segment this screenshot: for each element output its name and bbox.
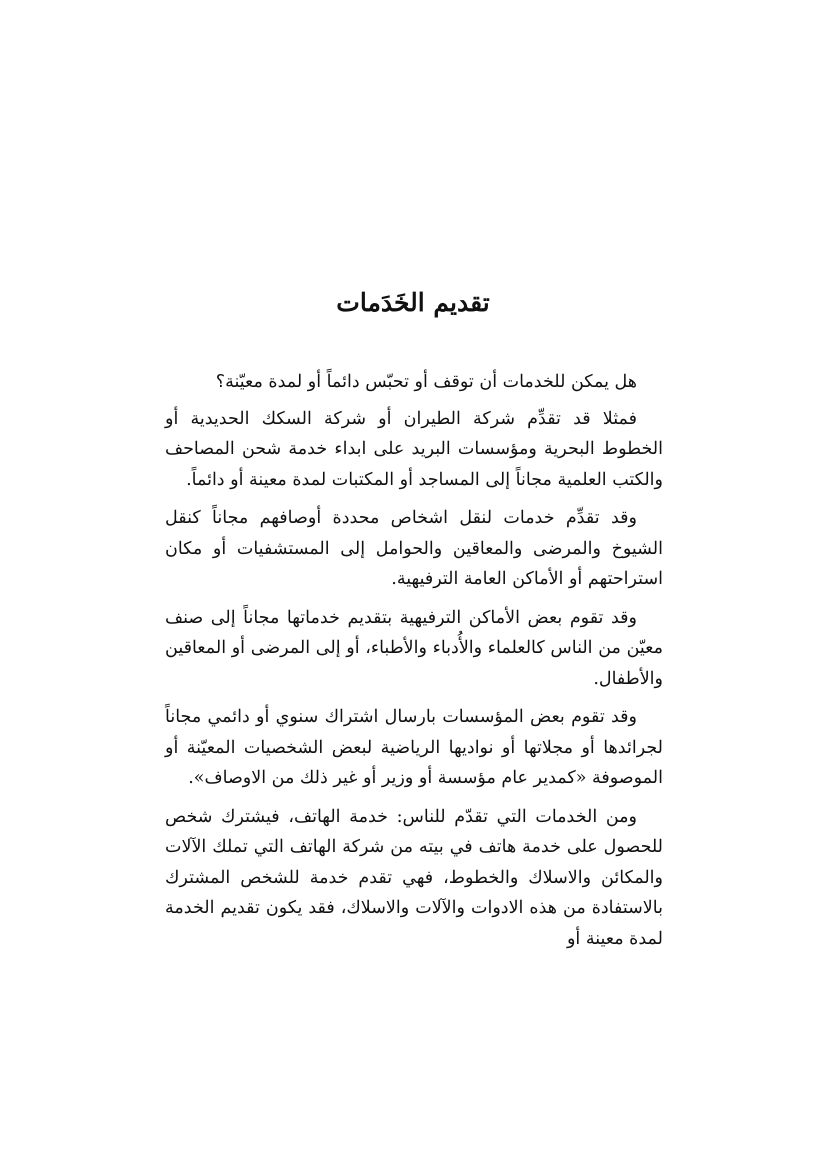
body-text (165, 367, 663, 962)
paragraph: ومن الخدمات التي تقدّم للناس: خدمة الهاتف، فيشترك شخص للحصول على خدمة هاتف في بيته من شركة الهاتف التي تملك الآلات والمكائن والاسلاك والخطوط، فهي تقدم خدمة للشخص المشترك بالاستفادة من هذه الادوات والآلات والاسلاك، فقد يكون تقديم الخدمة لمدة معينة أو (165, 806, 663, 949)
paragraph: وقد تقوم بعض الأماكن الترفيهية بتقديم خدماتها مجاناً إلى صنف معيّن من الناس كالعلماء والأُدباء والأطباء، أو إلى المرضى أو المعاقين والأطفال. (165, 607, 663, 689)
paragraph: وقد تقوم بعض المؤسسات بارسال اشتراك سنوي أو دائمي مجاناً لجرائدها أو مجلاتها أو نواديها الرياضية لبعض الشخصيات المعيّنة أو الموصوفة «كمدير عام مؤسسة أو وزير أو غير ذلك من الاوصاف». (165, 707, 663, 788)
paragraph: فمثلا قد تقدِّم شركة الطيران أو شركة السكك الحديدية أو الخطوط البحرية ومؤسسات البريد على ابداء خدمة شحن المصاحف والكتب العلمية مجاناً إلى المساجد أو المكتبات لمدة معينة أو دائماً. (165, 408, 663, 490)
paragraph: وقد تقدِّم خدمات لنقل اشخاص محددة أوصافهم مجاناً كنقل الشيوخ والمرضى والمعاقين والحوامل إلى المستشفيات أو مكان استراحتهم أو الأماكن العامة الترفيهية. (165, 508, 663, 589)
paragraph-question: هل يمكن للخدمات أن توقف أو تحبّس دائماً أو لمدة معيّنة؟ (215, 372, 637, 392)
page-title: تقديم الخَدَمات (336, 288, 490, 317)
